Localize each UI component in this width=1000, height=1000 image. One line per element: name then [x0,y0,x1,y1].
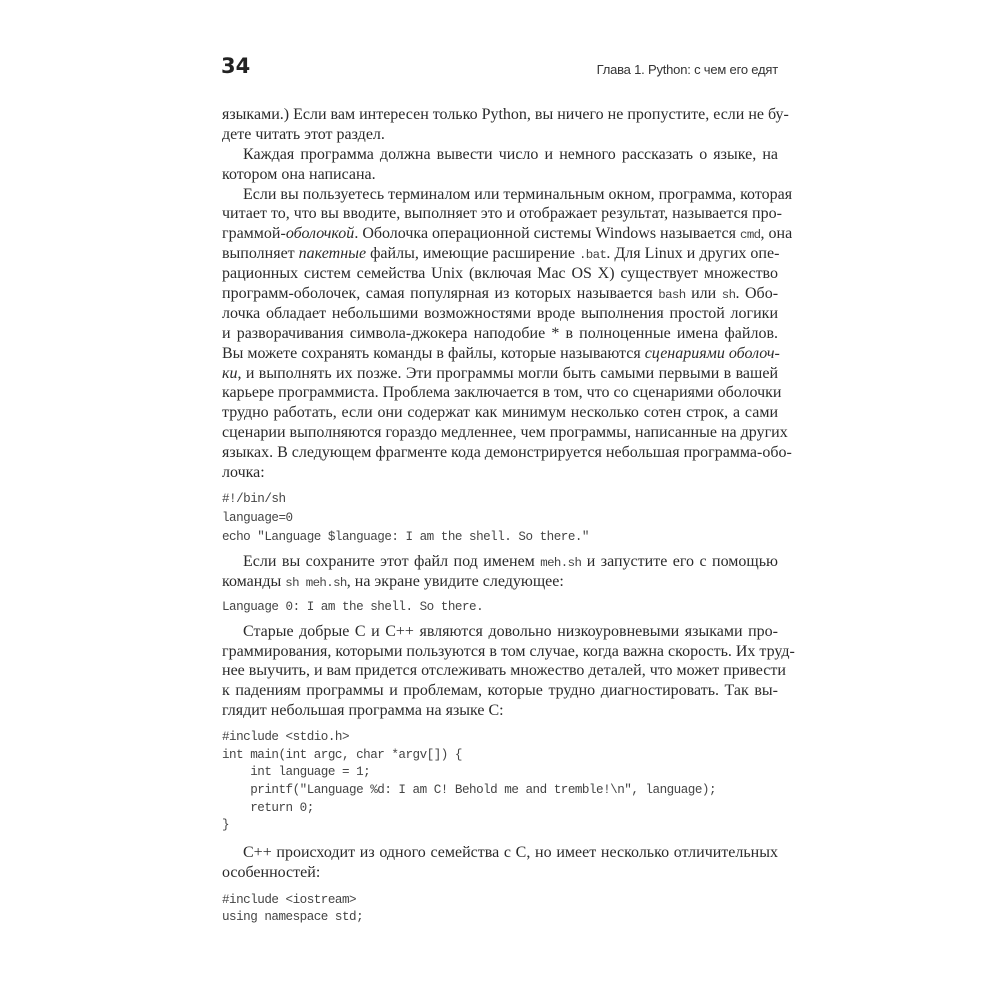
code-block [222,729,778,835]
text-line [222,383,782,403]
text-span: нее выучить, и вам придется отслеживать множество деталей, что может привести [222,662,786,680]
emphasis: оболочкой [285,225,355,243]
text-line [222,403,778,423]
text-line [222,423,788,443]
text-span: . Для Linux и других опе- [606,245,780,263]
text-span: граммирования, которыми пользуются в том случае, когда важна скорость. Их труд- [222,642,795,660]
text-line [222,863,778,883]
code-block [222,892,778,927]
text-span: . Обо- [735,285,779,303]
text-line [222,185,793,205]
text-line [222,843,778,863]
paragraph [222,185,793,483]
text-span: карьере программиста. Проблема заключается в том, что со сценариями оболочки [222,384,782,402]
text-line [222,264,778,284]
text-span: , на экране увидите следующее: [346,572,564,590]
text-span: Каждая программа должна вывести число и немного рассказать о языке, на [243,145,778,163]
code-line: language=0 [222,510,293,525]
text-line [222,701,778,721]
inline-code: cmd [739,228,761,243]
text-line [222,304,778,324]
text-line [222,642,795,662]
text-span: файлы, имеющие расширение [366,245,579,263]
code-line: int main(int argc, char *argv[]) { [222,747,462,762]
text-line [222,224,793,244]
text-line [222,572,778,592]
text-span: программ-оболочек, самая популярная из которых называется [222,285,659,303]
text-line [222,463,778,483]
text-span: языках. В следующем фрагменте кода демонстрируется небольшая программа-обо- [222,444,792,462]
running-header: Глава 1. Python: с чем его едят [596,62,778,77]
text-span: глядит небольшая программа на языке C: [222,702,504,720]
text-span: , и выполнять их позже. Эти программы могли быть самыми первыми в вашей [237,364,778,382]
text-span: Если вы пользуетесь терминалом или терминальным окном, программа, которая [243,185,793,203]
text-span: команды [222,572,286,590]
text-line [222,324,778,344]
inline-code: sh meh.sh [285,575,347,590]
code-line: } [222,818,230,833]
text-span: читает то, что вы вводите, выполняет это и отображает результат, называется про- [222,205,782,223]
text-line [222,284,778,304]
text-line [222,443,792,463]
code-line: using namespace std; [222,910,364,925]
text-span: Вы можете сохранять команды в файлы, которые называются [222,344,645,362]
emphasis: пакетные [298,245,367,263]
paragraph [222,105,789,145]
text-span: особенностей: [222,863,321,881]
code-line: #include <iostream> [222,892,357,907]
text-span: граммой- [222,225,286,243]
inline-code: .bat [578,248,607,263]
text-line [222,105,789,125]
text-line [222,204,782,224]
code-line: echo "Language $language: I am the shell. So there." [222,529,589,544]
code-line: return 0; [222,800,314,815]
text-span: , она [760,225,793,243]
text-span: выполняет [222,245,299,263]
text-line [222,552,778,572]
code-block [222,490,778,547]
text-line [222,681,778,701]
inline-code: bash [658,288,686,303]
page-body [222,105,795,927]
code-line: #include <stdio.h> [222,730,350,745]
inline-code: sh [721,288,736,303]
text-line [222,661,786,681]
emphasis: ки [222,364,238,382]
code-block [222,598,778,617]
text-line [222,364,778,384]
paragraph [222,843,778,883]
text-span: рационных систем семейства Unix (включая Mac OS X) существует множество [222,265,778,283]
inline-code: meh.sh [540,555,582,570]
text-line [222,344,778,364]
text-span: . Оболочка операционной системы Windows называется [354,225,740,243]
text-line [222,145,778,165]
text-span: и разворачивания символа-джокера наподобие * в полноценные имена файлов. [222,324,778,342]
text-span: сценарии выполняются гораздо медленнее, чем программы, написанные на других [222,424,788,442]
text-line [222,622,778,642]
paragraph [222,622,795,721]
text-span: Если вы сохраните этот файл под именем [243,552,541,570]
text-span: трудно работать, если они содержат как минимум несколько сотен строк, а сами [222,404,778,422]
text-line [222,125,778,145]
text-line [222,244,778,264]
page-number: 34 [221,54,251,78]
text-span: языками.) Если вам интересен только Python, вы ничего не пропустите, если не бу- [222,106,789,123]
text-line [222,165,778,185]
paragraph [222,552,778,592]
text-span: и запустите его с помощью [581,552,779,570]
code-line: int language = 1; [222,765,371,780]
code-line: #!/bin/sh [222,491,286,506]
text-span: лочка обладает небольшими возможностями вроде выполнения простой логики [222,304,778,322]
text-span: или [685,285,722,303]
text-span: C++ происходит из одного семейства с C, но имеет несколько отличительных [243,843,778,861]
text-span: котором она написана. [222,165,376,183]
code-line: Language 0: I am the shell. So there. [222,599,484,614]
paragraph [222,145,778,185]
text-span: к падениям программы и проблемам, которые трудно диагностировать. Так вы- [222,682,778,700]
emphasis: сценариями оболоч- [644,344,780,362]
code-line: printf("Language %d: I am C! Behold me and tremble!\n", language); [222,782,717,797]
text-span: дете читать этот раздел. [222,125,385,143]
text-span: Старые добрые C и C++ являются довольно низкоуровневыми языками про- [243,622,778,640]
text-span: лочка: [222,464,265,482]
